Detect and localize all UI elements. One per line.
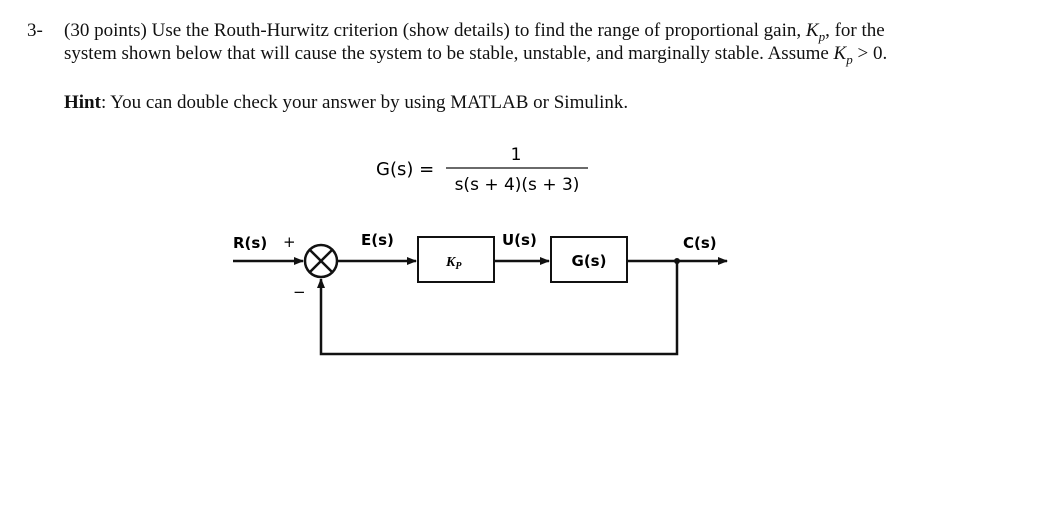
output-label: C(s) xyxy=(683,234,717,252)
summing-junction xyxy=(305,245,337,277)
controller-block xyxy=(418,237,494,282)
question-points: (30 points) xyxy=(64,20,147,41)
error-label: E(s) xyxy=(361,231,394,249)
question-text-1: Use the Routh-Hurwitz criterion (show details) to find the range of proportional gain, xyxy=(151,20,802,41)
minus-sign: − xyxy=(293,283,306,301)
tf-numerator: 1 xyxy=(510,145,522,165)
question-text-1-end: , for the xyxy=(825,20,885,41)
control-label: U(s) xyxy=(502,231,537,249)
gain-condition: > 0. xyxy=(857,43,888,64)
hint-text: : You can double check your answer by using MATLAB or Simulink. xyxy=(100,92,629,113)
question-text-2: system shown below that will cause the system to be stable, unstable, and marginally stable. Assume xyxy=(64,43,829,64)
gain-symbol: $K_p$ xyxy=(805,20,826,44)
gain-symbol-2: $K_p$ xyxy=(833,43,853,67)
tf-lhs: G(s) = xyxy=(376,159,435,180)
controller-label: $K_P$ xyxy=(446,255,462,272)
plant-label: G(s) xyxy=(571,252,607,270)
question-number: 3- xyxy=(27,20,43,41)
plus-sign: + xyxy=(283,233,296,251)
input-label: R(s) xyxy=(233,234,268,252)
tf-denominator: s(s + 4)(s + 3) xyxy=(454,175,580,195)
hint-label: Hint xyxy=(64,92,101,113)
